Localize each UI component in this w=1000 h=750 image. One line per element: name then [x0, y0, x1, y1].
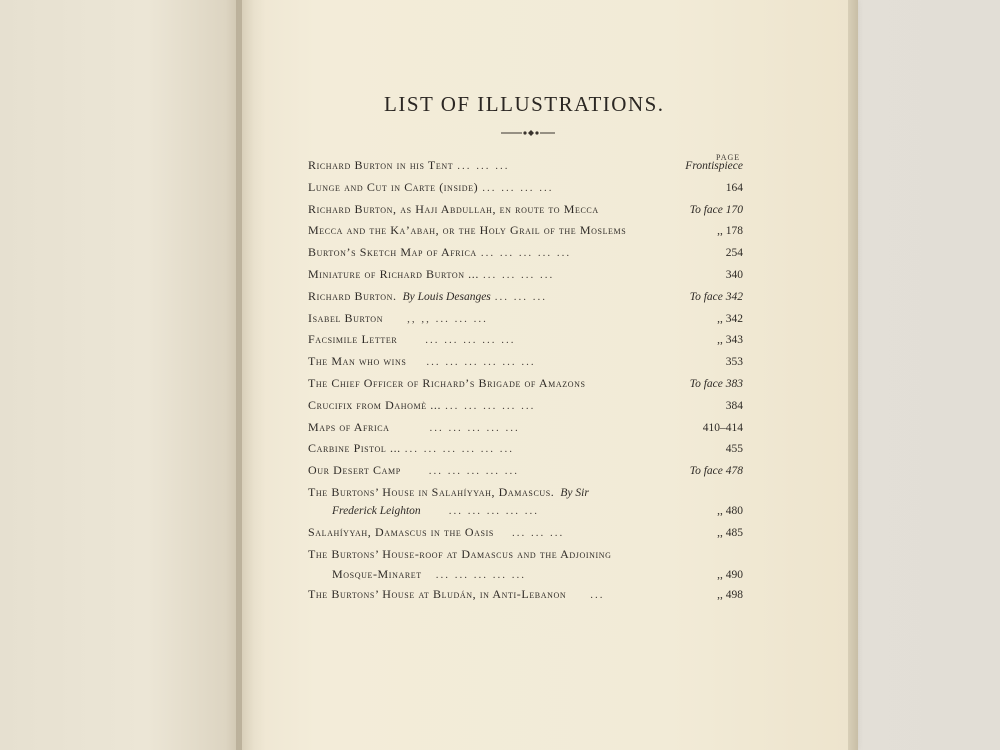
page-title: LIST OF ILLUSTRATIONS.	[384, 92, 665, 116]
entry-page: To face 478	[689, 465, 743, 478]
entry-title: The Man who wins	[308, 354, 407, 369]
leader-dots: ...	[590, 588, 605, 601]
entry-page: 340	[725, 268, 743, 281]
leader-dots: ... ... ... ...	[482, 181, 554, 194]
entry-page: ,, 498	[717, 588, 743, 601]
list-item	[308, 463, 743, 485]
entry-page: 254	[725, 247, 743, 260]
entry-page: ,, 343	[717, 334, 743, 347]
entry-title: The Burtons’ House in Salahíyyah, Damascus.	[308, 484, 555, 499]
entry-title: Richard Burton.	[308, 288, 397, 303]
leader-dots: ,, ,, ... ... ...	[407, 312, 488, 325]
list-item	[308, 311, 743, 333]
page-edge	[848, 0, 858, 750]
ornament-divider	[501, 128, 555, 138]
leader-dots: ... ... ...	[511, 526, 565, 539]
list-item	[308, 587, 743, 609]
entry-title: Mecca and the Ka’abah, or the Holy Grail of the Moslems	[308, 223, 627, 238]
entry-artist: By Sir	[560, 486, 589, 499]
leader-dots: ... ... ... ... ... ...	[426, 356, 536, 369]
entry-title: Richard Burton in his Tent	[308, 158, 454, 172]
entry-page: To face 383	[689, 377, 743, 390]
list-item	[308, 289, 743, 311]
entry-page: 353	[725, 356, 743, 369]
entry-title: The Burtons’ House-roof at Damascus and the Adjoining	[308, 546, 612, 561]
entry-page: ,, 342	[717, 312, 743, 325]
leader-dots: ... ... ... ... ...	[429, 421, 520, 434]
leader-dots: ... ... ... ... ...	[448, 504, 539, 517]
entry-title-continued: Mosque-Minaret	[332, 566, 422, 581]
leader-dots: ... ... ... ... ...	[425, 334, 516, 347]
leader-dots: ... ... ...	[494, 290, 548, 303]
entry-title: Facsimile Letter	[308, 332, 398, 347]
book-gutter	[236, 0, 266, 750]
entry-page: ,, 490	[717, 568, 743, 581]
list-item	[308, 525, 743, 547]
entry-artist: By Louis Desanges	[402, 290, 491, 303]
leader-dots: ... ... ... ... ... ...	[404, 443, 515, 456]
entry-title: Crucifix from Dahomè ...	[308, 397, 442, 412]
entry-title: The Chief Officer of Richard’s Brigade of Amazons	[308, 375, 586, 390]
leader-dots: ... ... ... ...	[483, 268, 555, 281]
list-item	[308, 441, 743, 463]
entry-page: To face 170	[689, 203, 743, 216]
entry-title: Maps of Africa	[308, 419, 390, 434]
list-item	[308, 376, 743, 398]
leader-dots: ... ... ... ... ...	[445, 399, 536, 412]
list-item	[308, 547, 743, 587]
list-item	[308, 420, 743, 442]
list-item	[308, 485, 743, 525]
list-item	[308, 223, 743, 245]
entry-title: Isabel Burton	[308, 310, 384, 325]
entry-title: Carbine Pistol ...	[308, 441, 401, 456]
left-page	[0, 0, 245, 750]
leader-dots: ... ... ... ... ...	[428, 465, 520, 478]
entry-page: ,, 485	[717, 526, 743, 539]
entry-page: ,, 480	[717, 504, 743, 517]
list-item	[308, 202, 743, 224]
entry-page: Frontispiece	[685, 160, 743, 172]
entry-title: Our Desert Camp	[308, 463, 401, 478]
leader-dots: ... ... ... ... ...	[435, 568, 526, 581]
list-item	[308, 398, 743, 420]
entry-artist-continued: Frederick Leighton	[332, 504, 421, 517]
list-item	[308, 245, 743, 267]
entry-title: Lunge and Cut in Carte (inside)	[308, 179, 479, 194]
entry-page: 455	[725, 443, 743, 456]
list-item	[308, 158, 743, 180]
page-column-header: PAGE	[716, 153, 741, 162]
entry-title: The Burtons’ House at Bludán, in Anti-Lebanon	[308, 586, 567, 601]
leader-dots: ... ... ... ... ...	[480, 247, 572, 260]
entry-title: Salahíyyah, Damascus in the Oasis	[308, 524, 494, 539]
list-item	[308, 332, 743, 354]
entry-page: 410–414	[702, 421, 743, 434]
illustrations-list	[308, 158, 743, 609]
leader-dots: ... ... ...	[457, 160, 510, 172]
entry-title: Richard Burton, as Haji Abdullah, en route to Mecca	[308, 201, 599, 216]
entry-title: Miniature of Richard Burton ...	[308, 266, 479, 281]
entry-page: ,, 178	[717, 225, 743, 238]
list-item	[308, 180, 743, 202]
entry-page: To face 342	[689, 290, 743, 303]
list-item	[308, 267, 743, 289]
entry-title: Burton’s Sketch Map of Africa	[308, 245, 477, 260]
entry-page: 384	[725, 399, 743, 412]
entry-page: 164	[725, 181, 743, 194]
list-item	[308, 354, 743, 376]
